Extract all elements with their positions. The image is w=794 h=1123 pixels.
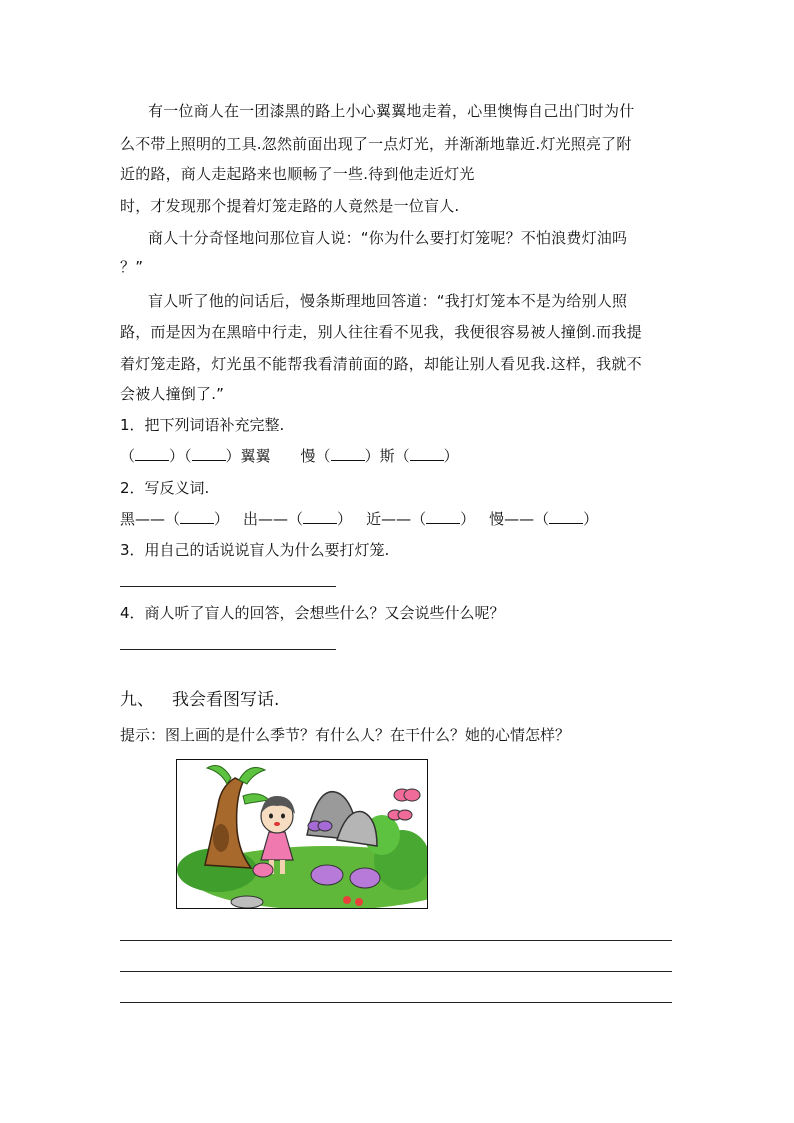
paren: ）（ (169, 447, 192, 465)
section-title: 我会看图写话. (172, 690, 280, 710)
butterfly (308, 821, 332, 831)
flower (253, 863, 273, 877)
paren: ） (460, 510, 476, 528)
passage-p1-line3: 近的路，商人走起路来也顺畅了一些.待到他走近灯光 (120, 165, 475, 183)
leaf (239, 768, 265, 784)
answer-blank[interactable] (192, 446, 226, 461)
question-1-blanks (120, 446, 459, 466)
paren: ） (583, 510, 599, 528)
question-2-blanks (120, 509, 598, 529)
answer-line[interactable] (120, 586, 336, 587)
question-4-title: 4．商人听了盲人的回答，会想些什么？又会说些什么呢？ (120, 604, 505, 622)
word-suffix: ）翼翼 (225, 447, 271, 465)
antonym-prompt: 黑——（ (120, 510, 181, 528)
tree-knot (213, 824, 229, 852)
girl-eye (281, 814, 285, 819)
answer-blank[interactable] (410, 446, 444, 461)
passage-p1-line1: 有一位商人在一团漆黑的路上小心翼翼地走着，心里懊悔自己出门时为什 (148, 102, 635, 120)
answer-blank[interactable] (180, 509, 214, 524)
passage-p1-line4: 时，才发现那个提着灯笼走路的人竟然是一位盲人. (120, 197, 460, 215)
answer-line[interactable] (120, 649, 336, 650)
writing-line[interactable] (120, 940, 672, 941)
question-2-title: 2．写反义词. (120, 479, 210, 497)
answer-blank[interactable] (331, 446, 365, 461)
girl-mouth (274, 822, 280, 826)
section-9-heading (120, 690, 279, 710)
flower (343, 896, 351, 904)
girl-dress (261, 832, 293, 860)
antonym-prompt: 出——（ (243, 510, 304, 528)
answer-blank[interactable] (303, 509, 337, 524)
answer-blank[interactable] (426, 509, 460, 524)
flower (311, 865, 343, 885)
answer-blank[interactable] (135, 446, 169, 461)
passage-p2-line2: ？” (120, 258, 144, 276)
antonym-prompt: 慢——（ (489, 510, 550, 528)
flower (355, 898, 363, 906)
paren: ） (337, 510, 353, 528)
passage-p3-line3: 着灯笼走路，灯光虽不能帮我看清前面的路，却能让别人看见我.这样，我就不 (120, 355, 642, 373)
passage-p3-line1: 盲人听了他的问话后，慢条斯理地回答道：“我打灯笼本不是为给别人照 (148, 292, 628, 310)
girl-eye (269, 814, 273, 819)
section-number: 九、 (120, 690, 154, 710)
pebble (231, 896, 263, 908)
butterfly (394, 789, 420, 801)
girl-leg (280, 860, 285, 874)
answer-blank[interactable] (549, 509, 583, 524)
word-prefix: 慢（ (300, 447, 331, 465)
passage-p3-line2: 路，而是因为在黑暗中行走，别人往往看不见我，我便很容易被人撞倒.而我提 (120, 323, 642, 341)
paren: ） (443, 447, 459, 465)
butterfly (388, 810, 412, 820)
paren: （ (120, 447, 136, 465)
flower (350, 868, 380, 888)
writing-line[interactable] (120, 1002, 672, 1003)
passage-p3-line4: 会被人撞倒了.” (120, 385, 225, 403)
passage-p2-line1: 商人十分奇怪地问那位盲人说：“你为什么要打灯笼呢？不怕浪费灯油吗 (148, 229, 628, 247)
passage-p1-line2: 么不带上照明的工具.忽然前面出现了一点灯光，并渐渐地靠近.灯光照亮了附 (120, 135, 632, 153)
question-1-title: 1．把下列词语补充完整. (120, 416, 285, 434)
leaf (207, 766, 231, 784)
word-mid: ）斯（ (364, 447, 410, 465)
writing-line[interactable] (120, 971, 672, 972)
picture-girl-in-garden (176, 759, 428, 909)
illustration (177, 760, 428, 909)
section-9-hint: 提示：图上画的是什么季节？有什么人？在干什么？她的心情怎样？ (120, 726, 571, 744)
paren: ） (214, 510, 230, 528)
question-3-title: 3．用自己的话说说盲人为什么要打灯笼. (120, 541, 390, 559)
antonym-prompt: 近——（ (366, 510, 427, 528)
